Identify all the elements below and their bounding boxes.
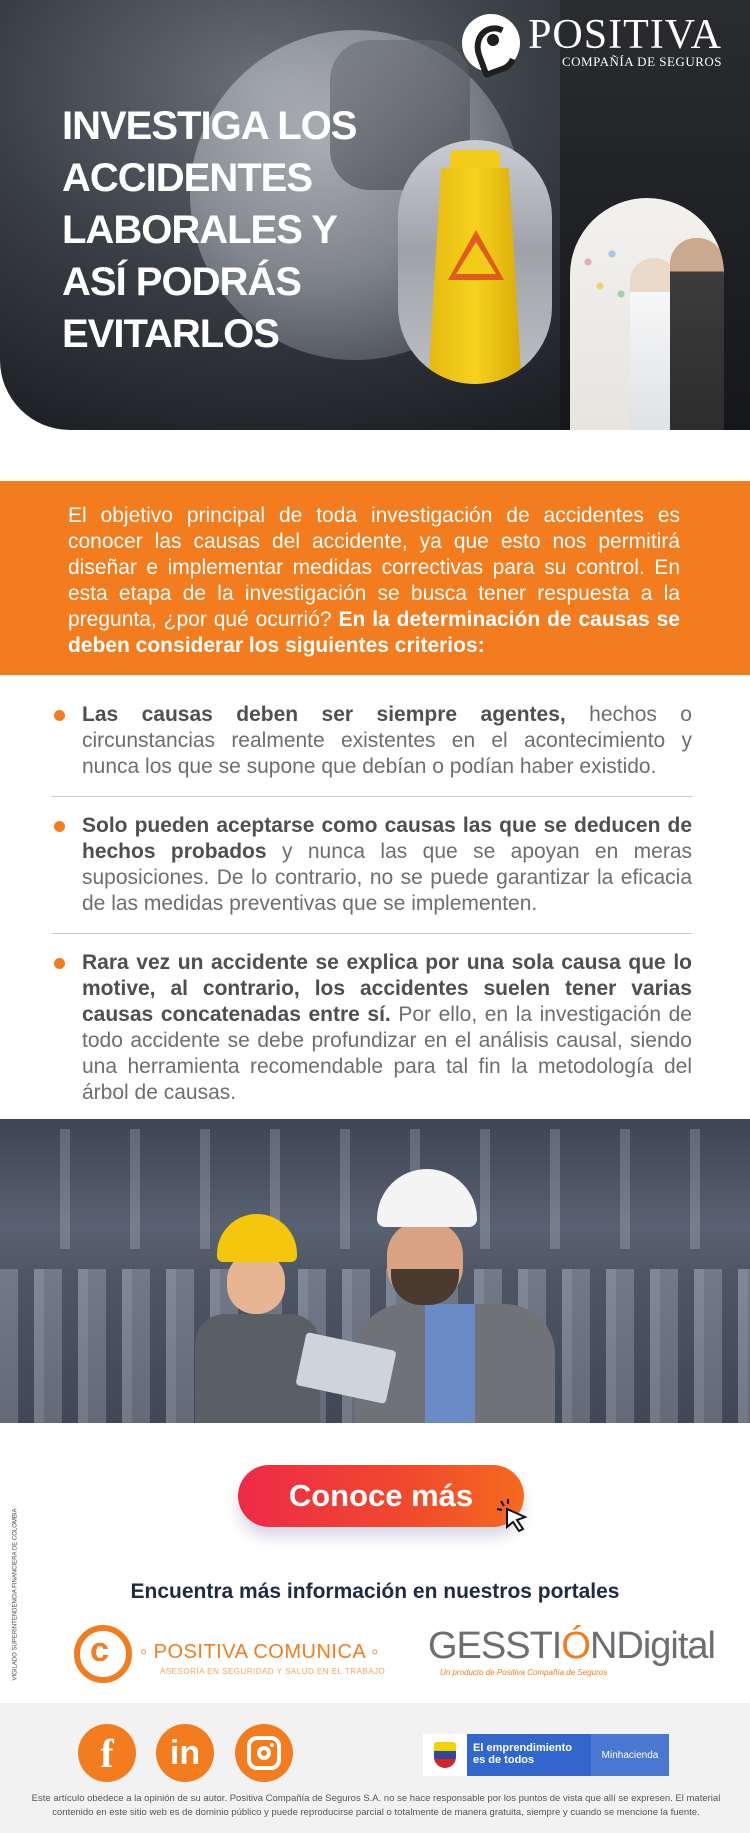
- criterion-bold: Solo pueden aceptarse como causas las que se deducen de hechos probados: [82, 814, 692, 863]
- positiva-logo-icon: [462, 14, 520, 72]
- meeting-photo: [570, 198, 724, 430]
- gesstion-tagline: Un producto de Positiva Compañía de Seguros: [440, 1668, 608, 1677]
- factory-workers-photo: [0, 1119, 750, 1423]
- sticky-notes-board: [576, 238, 636, 318]
- colombia-shield-icon: [423, 1734, 467, 1776]
- gesstion-name: GESSTIÓNDigital: [428, 1625, 715, 1667]
- criterion-text: Por ello, en la investigación de todo accidente se debe profundizar en el análisis causal, siendo una herramienta recomendable para tal fin la metodología del árbol de causas.: [82, 1003, 692, 1104]
- white-helmet-icon: [377, 1169, 477, 1227]
- portals-title: Encuentra más información en nuestros portales: [130, 1580, 620, 1603]
- criterion-bold: Las causas deben ser siempre agentes,: [82, 703, 566, 726]
- ministry-label: Minhacienda: [591, 1734, 669, 1776]
- hero-title: INVESTIGA LOS ACCIDENTES LABORALES Y ASÍ PODRÁS EVITARLOS: [62, 104, 357, 356]
- intro-bold-text: En la determinación de causas se deben considerar los siguientes criterios:: [68, 608, 680, 657]
- list-item: [52, 700, 692, 797]
- wet-floor-sign-photo: [398, 140, 552, 384]
- logo-subtitle: COMPAÑÍA DE SEGUROS: [562, 54, 722, 69]
- comunica-name: ◦ POSITIVA COMUNICA ◦: [140, 1641, 379, 1663]
- intro-text: El objetivo principal de toda investigación de accidentes es conocer las causas del accidente, ya que esto nos permitirá diseñar e implementar medidas correctivas para su control. En esta etapa de la investigación se busca tener respuesta a la pregunta, ¿por qué ocurrió?: [68, 504, 680, 631]
- caution-sign-icon: [420, 150, 530, 384]
- gov-line-2: es de todos: [473, 1754, 535, 1766]
- gesstion-digital-link[interactable]: [428, 1625, 715, 1685]
- instagram-icon[interactable]: [235, 1724, 293, 1782]
- positiva-logo[interactable]: [462, 14, 722, 72]
- conoce-mas-button[interactable]: Conoce más: [238, 1465, 524, 1527]
- bullet-dot-icon: [54, 821, 65, 832]
- bullet-dot-icon: [54, 958, 65, 969]
- vigilado-text: VIGILADO SUPERINTENDENCIA FINANCIERA DE COLOMBIA: [12, 1508, 19, 1681]
- logo-name: POSITIVA: [528, 12, 722, 58]
- criterion-bold: Rara vez un accidente se explica por una sola causa que lo motive, al contrario, los accidentes suelen tener varias causas concatenadas entre sí.: [82, 951, 692, 1026]
- yellow-helmet-icon: [217, 1214, 297, 1262]
- vigilado-badge: [8, 1508, 22, 1685]
- intro-band: [0, 481, 750, 675]
- person-woman: [670, 238, 724, 430]
- disclaimer-text: Este artículo obedece a la opinión de su autor. Positiva Compañía de Seguros S.A. no se hace responsable por los puntos de vista que allí se expresen. El material contenido en este sitio web es de dominio público y puede reproducirse parcial o totalmente de manera gratuita, siempre y cuando se mencione la fuente.: [31, 1793, 721, 1818]
- comunica-tagline: ASESORÍA EN SEGURIDAD Y SALUD EN EL TRABAJO: [160, 1667, 386, 1676]
- gov-line-1: El emprendimiento: [473, 1742, 573, 1754]
- criterion-text: y nunca las que se apoyan en meras suposiciones. De lo contrario, no se puede garantizar la eficacia de las medidas preventivas que se implementen.: [82, 840, 692, 915]
- hero-banner: [0, 0, 750, 430]
- positiva-comunica-link[interactable]: c ◦ POSITIVA COMUNICA ◦ ASESORÍA EN SEGURIDAD Y SALUD EN EL TRABAJO: [74, 1625, 364, 1685]
- criteria-list: [52, 700, 692, 1136]
- worker-woman: [185, 1214, 330, 1423]
- bullet-dot-icon: [54, 710, 65, 721]
- pointer-cursor-icon: [495, 1497, 535, 1537]
- linkedin-icon[interactable]: in: [156, 1724, 214, 1782]
- list-item: [52, 948, 692, 1122]
- criterion-text: hechos o circunstancias realmente existentes en el acontecimiento y nunca los que se supone que debían o podían haber existido.: [82, 703, 692, 778]
- facebook-icon[interactable]: f: [78, 1724, 136, 1782]
- list-item: [52, 811, 692, 934]
- government-banner: [423, 1734, 669, 1776]
